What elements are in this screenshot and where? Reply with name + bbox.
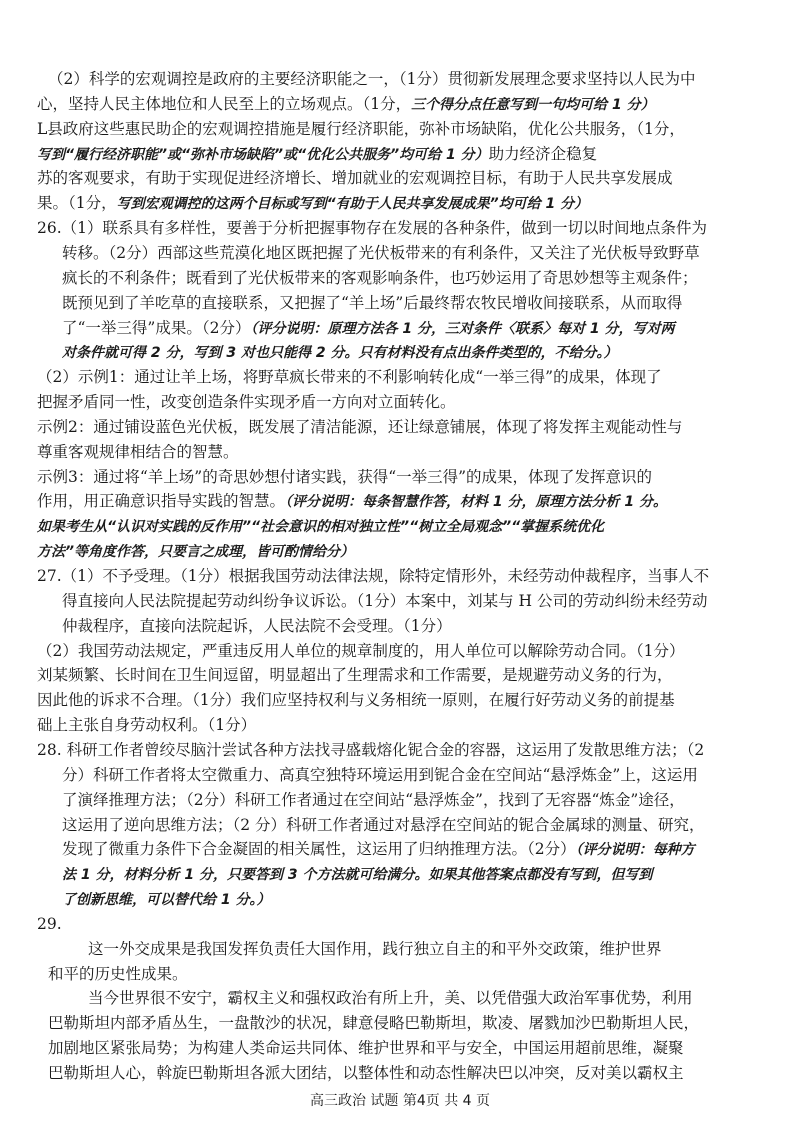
text-segment: （2）我国劳动法规定，严重违反用人单位的规章制度的，用人单位可以解除劳动合同。（1分） [37, 641, 685, 660]
text-segment: 转移。（2分）西部这些荒漠化地区既把握了光伏板带来的有利条件，又关注了光伏板导致野草 [62, 243, 700, 262]
text-line [62, 812, 800, 839]
text-segment: 疯长的不利条件；既看到了光伏板带来的客观影响条件，也巧妙运用了奇思妙想等主观条件； [62, 268, 698, 287]
text-line [88, 985, 800, 1012]
text-line [62, 613, 800, 640]
text-segment: 作用，用正确意识指导实践的智慧。 [37, 492, 286, 511]
text-line [48, 961, 800, 988]
text-segment: 28. 科研工作者曾绞尽脑汁尝试各种方法找寻盛载熔化铌合金的容器，这运用了发散思维方法；（2 [37, 740, 705, 759]
text-line [48, 1035, 800, 1062]
text-segment: 这运用了逆向思维方法；（2 分）科研工作者通过对悬浮在空间站的铌合金属球的测量、研究， [62, 815, 705, 834]
grading-note: 三个得分点任意写到一句均可给 1 分） [411, 96, 655, 113]
page-footer: 高三政治 试题 第4页 共 4 页 [309, 1093, 491, 1109]
text-line [37, 364, 800, 391]
text-line [62, 787, 800, 814]
text-line [37, 538, 800, 565]
text-segment: 了“一举三得”成果。（2分） [62, 318, 251, 337]
text-line [37, 464, 800, 491]
text-line [62, 290, 800, 317]
grading-note: （评分说明：原理方法各 1 分，三对条件〈联系〉每对 1 分，写对两 [250, 320, 675, 337]
text-segment: 这一外交成果是我国发挥负责任大国作用，践行独立自主的和平外交政策，维护世界 [88, 939, 662, 958]
text-line [37, 215, 800, 242]
text-line [37, 91, 800, 118]
text-segment: 助力经济企稳复 [488, 144, 598, 163]
text-segment: 26.（1）联系具有多样性，要善于分析把握事物存在发展的各种条件，做到一切以时间地点条件为 [37, 219, 708, 238]
grading-note: （评分说明：每条智慧作答，材料 1 分，原理方法分析 1 分。 [285, 494, 667, 511]
text-segment: 既预见到了羊吃草的直接联系，又把握了“羊上场”后最终帮农牧民增收间接联系，从而取得 [62, 293, 683, 312]
text-segment: 巴勒斯坦人心，斡旋巴勒斯坦各派大团结，以整体性和动态性解决巴以冲突，反对美以霸权主 [48, 1064, 684, 1082]
text-segment: L县政府这些惠民助企的宏观调控措施是履行经济职能，弥补市场缺陷，优化公共服务，（1分， [37, 119, 685, 138]
text-segment: 把握矛盾同一性，改变创造条件实现矛盾一方向对立面转化。 [37, 393, 456, 412]
text-line [48, 1010, 800, 1037]
text-line [88, 936, 800, 963]
text-line [62, 588, 800, 615]
text-segment: （2）科学的宏观调控是政府的主要经济职能之一，（1分）贯彻新发展理念要求坚持以人民为中 [48, 70, 696, 88]
text-segment: 发现了微重力条件下合金凝固的相关属性，这运用了归纳推理方法。（2分） [62, 840, 576, 859]
text-segment: 29. [37, 914, 62, 933]
text-line [37, 165, 800, 192]
text-line [37, 737, 800, 764]
text-segment: 加剧地区紧张局势；为构建人类命运共同体、维护世界和平与安全，中国运用超前思维，凝聚 [48, 1039, 684, 1058]
text-line [62, 836, 800, 863]
text-line [62, 339, 800, 366]
text-segment: 果。（1分， [37, 194, 117, 213]
grading-note: 方法”等角度作答，只要言之成理，皆可酌情给分） [37, 544, 355, 561]
grading-note: 法 1 分，材料分析 1 分，只要答到 3 个方法就可给满分。如果其他答案点都没有写到，但写到 [62, 867, 653, 884]
text-segment: 心，坚持人民主体地位和人民至上的立场观点。（1分， [37, 94, 412, 113]
text-line [62, 886, 800, 913]
text-segment: 示例2：通过铺设蓝色光伏板，既发展了清洁能源，还让绿意铺展，体现了将发挥主观能动性与 [37, 417, 683, 436]
text-segment: （2）示例1：通过让羊上场，将野草疯长带来的不利影响转化成“一举三得”的成果，体现了 [37, 368, 662, 387]
text-line [37, 662, 800, 689]
grading-note: 写到宏观调控的这两个目标或写到“有助于人民共享发展成果”均可给 1 分） [116, 196, 589, 213]
text-segment: 和平的历史性成果。 [48, 964, 188, 983]
text-line [48, 1060, 800, 1087]
text-segment: 当今世界很不安宁，霸权主义和强权政治有所上升，美、以凭借强大政治军事优势，利用 [88, 989, 693, 1008]
grading-note: 对条件就可得 2 分，写到 3 对也只能得 2 分。只有材料没有点出条件类型的，不给分。） [62, 345, 618, 362]
text-line [62, 315, 800, 342]
text-line [37, 141, 800, 168]
text-line [37, 687, 800, 714]
text-segment: 仲裁程序，直接向法院起诉，人民法院不会受理。（1分） [62, 616, 452, 635]
text-line [62, 762, 800, 789]
text-line [37, 911, 800, 938]
text-line [37, 190, 800, 217]
text-line [62, 240, 800, 267]
text-line [62, 861, 800, 888]
text-segment: 因此他的诉求不合理。（1分）我们应坚持权利与义务相统一原则，在履行好劳动义务的前提基 [37, 691, 675, 710]
text-segment: 尊重客观规律相结合的智慧。 [37, 442, 239, 461]
text-segment: 27.（1）不予受理。（1分）根据我国劳动法律法规，除特定情形外，未经劳动仲裁程序，当事人不 [37, 567, 710, 585]
text-segment: 巴勒斯坦内部矛盾丛生，一盘散沙的状况，肆意侵略巴勒斯坦，欺凌、屠戮加沙巴勒斯坦人民， [48, 1014, 700, 1033]
grading-note: 写到“履行经济职能”或“弥补市场缺陷”或“优化公共服务”均可给 1 分） [37, 146, 489, 163]
text-segment: 刘某频繁、长时间在卫生间逗留，明显超出了生理需求和工作需要，是规避劳动义务的行为， [37, 666, 673, 685]
text-segment: 得直接向人民法院提起劳动纠纷争议诉讼。（1分）本案中，刘某与 H 公司的劳动纠纷未经劳动 [62, 591, 708, 610]
text-line [37, 389, 800, 416]
text-segment: 示例3：通过将“羊上场”的奇思妙想付诸实践，获得“一举三得”的成果，体现了发挥意识的 [37, 467, 653, 486]
text-segment: 础上主张自身劳动权利。（1分） [37, 716, 257, 735]
text-line [62, 265, 800, 292]
text-line [37, 712, 800, 739]
text-line [48, 66, 800, 93]
text-line [37, 513, 800, 540]
text-line [37, 116, 800, 143]
text-segment: 分）科研工作者将太空微重力、高真空独特环境运用到铌合金在空间站“悬浮炼金”上，这运用 [62, 765, 698, 784]
grading-note: 了创新思维，可以替代给 1 分。） [62, 892, 271, 909]
text-line [37, 638, 800, 665]
text-line [37, 439, 800, 466]
text-line [37, 563, 800, 590]
grading-note: （评分说明：每种方 [575, 842, 695, 859]
text-segment: 苏的客观要求，有助于实现促进经济增长、增加就业的宏观调控目标，有助于人民共享发展成 [37, 169, 673, 188]
text-line [37, 414, 800, 441]
text-segment: 了演绎推理方法；（2分）科研工作者通过在空间站“悬浮炼金”，找到了无容器“炼金”途径， [62, 790, 685, 809]
text-line [37, 488, 800, 515]
grading-note: 如果考生从“认识对实践的反作用”“社会意识的相对独立性”“树立全局观念”“掌握系统优化 [37, 519, 605, 536]
